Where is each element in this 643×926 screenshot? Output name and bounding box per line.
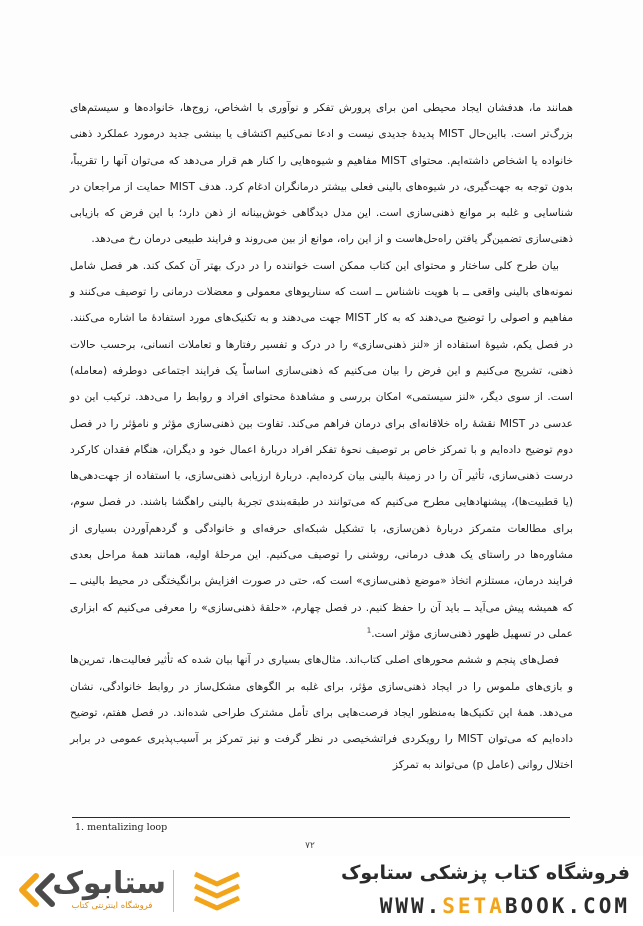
store-url-prefix: WWW. [379, 894, 443, 918]
footer-divider [173, 870, 174, 912]
footnote-divider [72, 817, 570, 818]
paragraph-2 [70, 253, 573, 647]
page-number: ۷۲ [305, 841, 315, 851]
store-name: فروشگاه کتاب پزشکی ستابوک [340, 862, 630, 884]
logo-tagline: فروشگاه اینترنتی کتاب [71, 901, 153, 911]
footer-banner [0, 856, 643, 926]
paragraph-2-text: بیان طرح کلی ساختار و محتوای این کتاب ممکن است خواننده را در درک بهتر آن کمک کند. هر فصل شامل نمونه‌های بالینی واقعی ــ با هویت ناشناس ــ است که سناریوهای معمولی و معضلات درمانی را توصیف می‌کنند و مفاهیم و اصولی را توضیح می‌دهند که به کار MIST جهت می‌دهند و به تکنیک‌های مورد استفادهٔ ما اشاره می‌کنند. در فصل یکم، شیوهٔ استفاده از «لنز ذهنی‌سازی» را در درک و تفسیر رفتارها و تعاملات انسانی، برحسب حالات ذهنی، تشریح می‌کنیم و این فرض را بیان می‌کنیم که ذهنی‌سازی اساساً یک فرایند اجتماعی دوطرفه (معامله) است. از سوی دیگر، «لنز سیستمی» امکان بررسی و مشاهدهٔ محتوای افراد و روابط را می‌دهد. ترکیب این دو عدسی در MIST نقشهٔ راه خلاقانه‌ای برای درمان فراهم می‌کند. تفاوت بین ذهنی‌سازی مؤثر و نامؤثر را در فصل دوم توضیح داده‌ایم و با تمرکز خاص بر توصیف نحوهٔ تفکر افراد دربارهٔ اعمال خود و دیگران، هنگام فقدان کارکرد درست ذهنی‌سازی، تأثیر آن را در زمینهٔ بالینی بیان کرده‌ایم. دربارهٔ ارزیابی ذهنی‌سازی، با استفاده از جهت‌دهی‌ها (یا قطبیت‌ها)، پیشنهادهایی مطرح می‌کنیم که می‌توانند در طبقه‌بندی تجربهٔ بالینی راهگشا باشند. در فصل سوم، برای مطالعات متمرکز دربارهٔ ذهن‌سازی، با تشکیل شبکه‌ای حرفه‌ای و خانوادگی و گردهم‌آوردن بسیاری از مشاوره‌ها در راستای یک هدف درمانی، روشنی را توصیف می‌کنیم. این مرحلهٔ اولیه، همانند همهٔ مراحل بعدی فرایند درمان، مستلزم اتخاذ «موضع ذهنی‌سازی» است که، حتی در صورت افزایش برانگیختگی در محیط بالینی ــ که همیشه پیش می‌آید ــ باید آن را حفظ کنیم. در فصل چهارم، «حلقهٔ ذهنی‌سازی» را معرفی می‌کنیم که ابزاری عملی در تسهیل ظهور ذهنی‌سازی مؤثر است. [70, 259, 574, 640]
paragraph-3: فصل‌های پنجم و ششم محورهای اصلی کتاب‌اند. مثال‌های بسیاری در آنها بیان شده که تأثیر فعالیت‌ها، تمرین‌ها و بازی‌های ملموس را در ایجاد ذهنی‌سازی مؤثر، برای غلبه بر الگوهای مشکل‌ساز در روابط خانوادگی، نشان می‌دهد. همهٔ این تکنیک‌ها به‌منظور ایجاد فرصت‌هایی برای تأمل مشترک طراحی شده‌اند. در فصل هفتم، توضیح داده‌ایم که می‌توان MIST را رویکردی فراتشخیصی در نظر گرفت و نیز تمرکز بر آسیب‌پذیری عمومی در برابر اختلال روانی (عامل p) می‌تواند به تمرکز [70, 654, 573, 772]
store-url-accent: SETA [442, 894, 505, 918]
store-url-suffix: BOOK.COM [504, 894, 630, 918]
body-text [70, 95, 574, 772]
setabook-logo [16, 868, 166, 914]
footnote-reference: 1 [366, 626, 372, 635]
paragraph-1: همانند ما، هدفشان ایجاد محیطی امن برای پرورش تفکر و نوآوری با اشخاص، زوج‌ها، خانواده‌ها و سیستم‌های بزرگ‌تر است. بااین‌حال MIST پدیدهٔ جدیدی نیست و ادعا نمی‌کنیم اکتشاف یا بینشی جدید درمورد عملکرد ذهنی خانواده یا اشخاص داشته‌ایم. محتوای MIST مفاهیم و شیوه‌هایی را کنار هم قرار می‌دهد که می‌توان آنها را تقریباً، بدون توجه به جهت‌گیری، در شیوه‌های بالینی فعلی بیشتر درمانگران ادغام کرد. هدف MIST حمایت از مراجعان در شناسایی و غلبه بر موانع ذهنی‌سازی است. این مدل دیدگاهی خوش‌بینانه از ذهن دارد؛ با این فرض که بازیابی ذهنی‌سازی تضمین‌گر یافتن راه‌حل‌هاست و از این راه، موانع از بین می‌روند و فرایند طبیعی درمان رخ می‌دهد. [70, 102, 574, 246]
chevrons-icon [189, 868, 245, 914]
logo-wordmark: ستابوک [52, 866, 166, 901]
footnote: 1. mentalizing loop [75, 822, 168, 833]
store-url[interactable] [250, 894, 630, 918]
